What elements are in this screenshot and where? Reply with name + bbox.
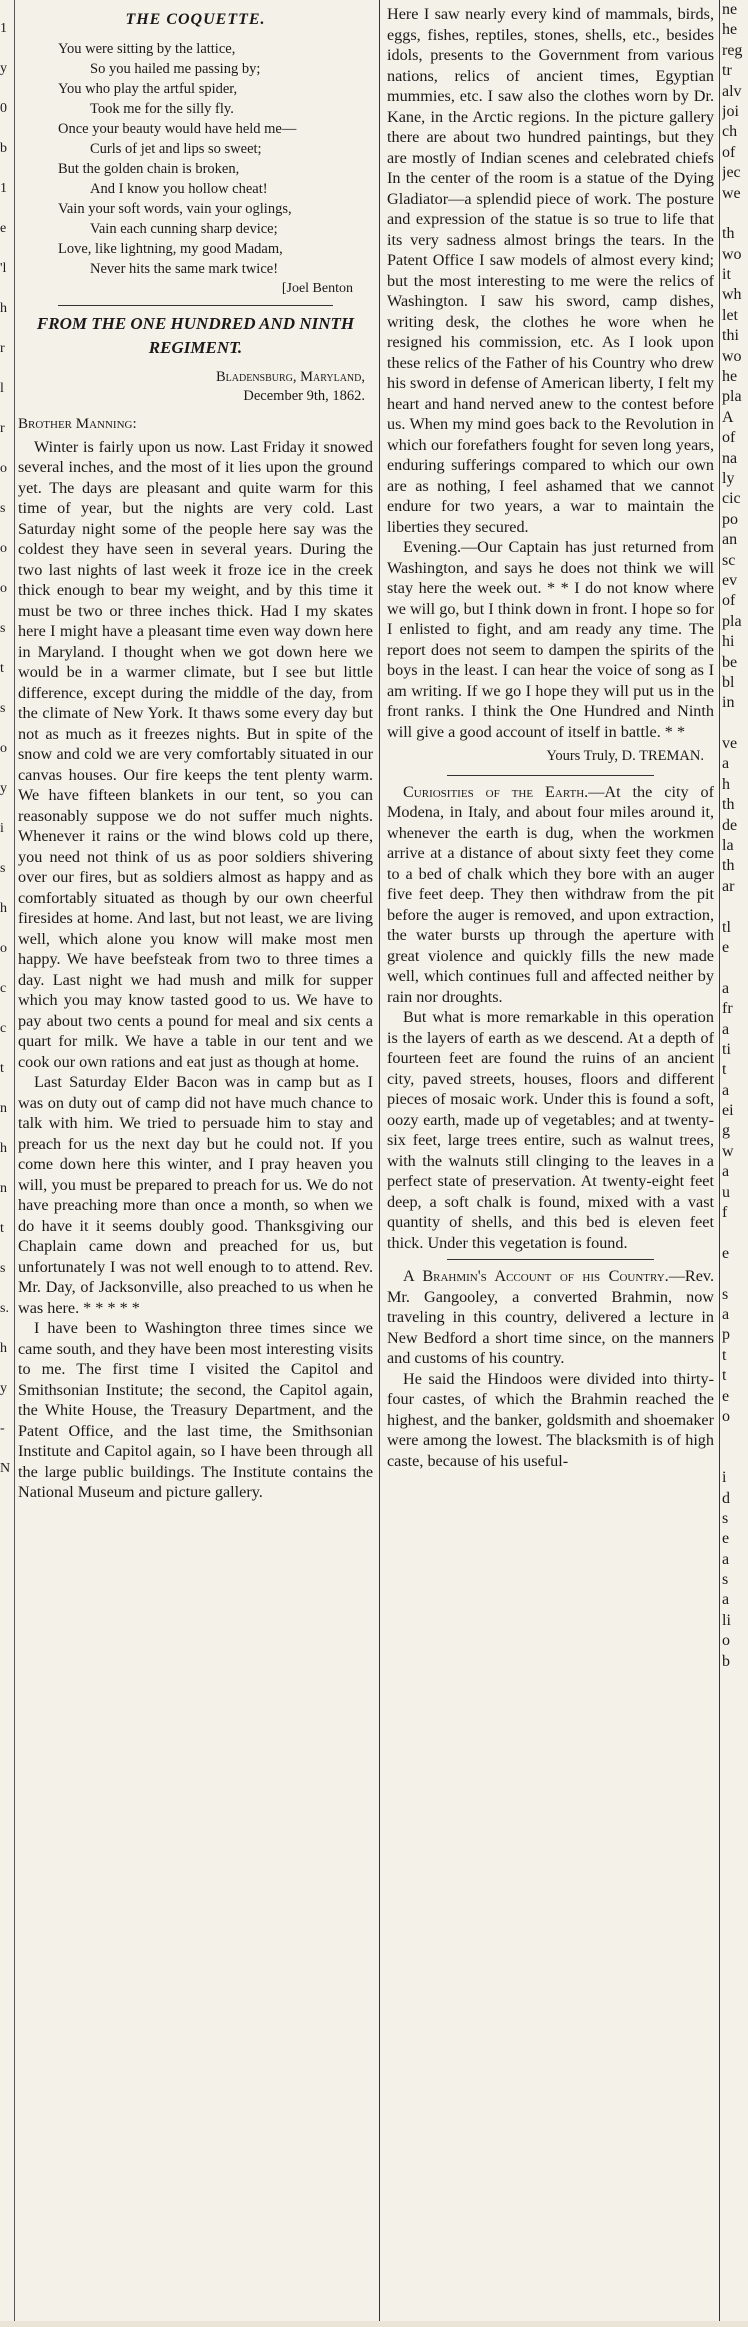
column-fragment-text: o [0, 941, 7, 956]
column-fragment-text: wh [722, 286, 742, 304]
column-fragment-text: s [722, 1285, 729, 1303]
poem-body [18, 39, 373, 279]
curiosities-lead: Curiosities of the Earth. [403, 782, 589, 801]
column-fragment-text: ve [722, 735, 738, 753]
column-fragment-text: fr [722, 1000, 733, 1018]
column-fragment-text: 1 [0, 21, 7, 36]
column-fragment-text: t [722, 1061, 727, 1079]
column-fragment-text: a [722, 1163, 730, 1181]
column-fragment-text: o [0, 541, 7, 556]
column-fragment-text: o [0, 461, 7, 476]
column-fragment-text: reg [722, 41, 743, 59]
column-fragment-text [722, 958, 748, 978]
column-fragment-text: i [0, 821, 4, 836]
column-fragment-text: a [722, 1591, 730, 1609]
letter-paragraph: Last Saturday Elder Bacon was in camp but as I was on duty out of camp did not have much chance to talk with him. We tried to persuade him to stay and preach for us the next day but he could not. If you come down here this winter, and I pray heaven you will, you must be prepared to preach for us. We do not have preaching more than once a month, so when we do have it it seems doubly good. Thanksgiving our Chaplain came down and preached for us, but unfortunately I was not well enough to to attend. Rev. Mr. Day, of Jacksonville, also preached to us when he was here. * * * * * [18, 1073, 373, 1317]
column-fragment-text: tl [722, 918, 731, 936]
curiosities-text: —At the city of Modena, in Italy, and about four miles around it, whenever the earth is dug, when the workmen arrive at a distance of about sixty feet they come to a bed of chalk which they bore with an auger five feet deep. They then withdraw from the pit before the auger is removed, and upon extraction, the water bursts up through the aperture with great violence and quickly fills the new made well, which continues full and affected neither by rain nor droughts. [387, 782, 714, 1006]
column-fragment-text: t [0, 661, 4, 676]
column-fragment-text: alv [722, 82, 742, 100]
column-fragment-text: h [722, 775, 730, 793]
column-fragment-text: he [722, 368, 738, 386]
dateline-date: December 9th, 1862. [243, 388, 365, 404]
column-fragment-text: joi [722, 102, 739, 120]
poem-line: Vain your soft words, vain your oglings, [58, 200, 292, 217]
column-fragment-text: c [0, 1021, 7, 1036]
column-fragment-text: s [0, 701, 6, 716]
column-fragment-text [722, 1264, 748, 1284]
column-fragment-text: A [722, 408, 734, 426]
column-fragment-text [722, 204, 748, 224]
column-fragment-text: b [722, 1652, 730, 1670]
column-fragment-text: c [0, 981, 7, 996]
column-fragment-text: 1 [0, 181, 7, 196]
column-fragment-text: s [0, 861, 6, 876]
poem-line: You were sitting by the lattice, [58, 40, 236, 57]
poem-line: So you hailed me passing by; [90, 60, 261, 77]
column-fragment-text: h [0, 1341, 7, 1356]
poem-author: [Joel Benton [281, 280, 353, 296]
column-fragment-text: of [722, 429, 736, 447]
column-fragment-text: N [0, 1461, 11, 1476]
column-fragment-text: o [0, 741, 7, 756]
column-fragment-text: thi [722, 327, 739, 345]
dateline-place: Bladensburg, Maryland, [215, 369, 365, 385]
column-fragment-text: of [722, 592, 736, 610]
column-fragment-text: y [0, 1381, 7, 1396]
column-fragment-text: e [722, 938, 730, 956]
column-fragment-text: n [0, 1181, 7, 1196]
column-fragment-text: jec [722, 164, 741, 182]
column-fragment-text: ly [722, 469, 735, 487]
poem-line: Took me for the silly fly. [90, 100, 234, 117]
column-fragment-text: ne [722, 1, 738, 18]
column-fragment-text: cic [722, 490, 741, 508]
column-fragment-text: th [722, 796, 735, 814]
column-fragment-text: tr [722, 62, 732, 80]
letter-paragraph: Winter is fairly upon us now. Last Friday it snowed several inches, and the most of it lies upon the ground yet. The days are pleasant and quite warm for this time of year, but the nights are very cold. Last Saturday night some of the people here say was the coldest they have seen in several years. During the two last nights of last week it froze ice in the creek thick enough to bear my weight, and by this time it must be two or three inches thick. Had I my skates here I might have a pleasant time even way down here in Maryland. I thought when we got down here we would be in a warmer climate, but I see but little difference, except during the middle of the day, from the climate of New York. It thaws some every day but not as much as it freezes nights. But in spite of the snow and cold we are very comfortably situated in our canvas houses. Our fire keeps the tent plenty warm. We have fifteen blankets in our tent, so you can reasonably suppose we do not suffer much nights. Whenever it rains or the wind blows cold up there, you need not think of us as poor soldiers shivering over our fires, but as soldiers almost as happy and as comfortably situated as though by our own cheerful firesides at home. And last, but not least, we are living well, which alone you know will make most men happy. We have beefsteak from two to three times a day. Last night we had mush and milk for supper which you may know tasted good to us. We have to pay about two cents a pound for meal and six cents a quart for milk. We have a table in our tent and we cook our own rations and eat just as though at home. [18, 437, 373, 1071]
column-fragment-text: d [722, 1489, 730, 1507]
column-fragment-text: o [0, 581, 7, 596]
poem-line: You who play the artful spider, [58, 80, 238, 97]
column-fragment-text: s. [0, 1301, 9, 1316]
column-fragment-text: we [722, 184, 741, 202]
column-fragment-text: y [0, 61, 7, 76]
letter-dateline [18, 368, 365, 406]
column-fragment-text: w [722, 1142, 734, 1160]
column-fragment-text: ch [722, 123, 738, 141]
column-fragment-text: po [722, 510, 738, 528]
column-fragment-text: in [722, 694, 735, 712]
poem-line: And I know you hollow cheat! [90, 180, 268, 197]
poem-title: THE COQUETTE. [125, 11, 266, 28]
column-fragment-text: 0 [0, 101, 7, 116]
section-divider [447, 775, 654, 776]
column-fragment-text: t [722, 1367, 727, 1385]
brahmin-lead: A Brahmin's Account of his Country. [403, 1267, 669, 1285]
column-fragment-text: a [722, 1306, 730, 1323]
column-fragment-text: be [722, 653, 738, 671]
column-fragment-text: u [722, 1183, 730, 1201]
column-fragment-text: ev [722, 571, 738, 589]
column-fragment-text: e [0, 221, 7, 236]
column-fragment-text: i [722, 1469, 727, 1487]
column-fragment-text: ti [722, 1040, 731, 1058]
column-fragment-text: - [0, 1421, 5, 1436]
section-divider [447, 1259, 654, 1260]
column-fragment-text: n [0, 1101, 7, 1116]
column-fragment-text: he [722, 21, 738, 39]
poem-line: Curls of jet and lips so sweet; [90, 140, 262, 157]
column-fragment-text: it [722, 266, 731, 284]
column-fragment-text [722, 714, 748, 734]
curiosities-paragraph: But what is more remarkable in this operation is the layers of earth as we descend. At a depth of fourteen feet are found the ruins of an ancient city, paved streets, houses, floors and different pieces of mosaic work. Under this is found a soft, oozy earth, made up of vegetables; and at twenty-six feet, large trees entire, such as walnut trees, with the walnuts still clinging to the leaves in a perfect state of preservation. At twenty-eight feet deep, a soft chalk is found, mixed with a vast quantity of shells, and this bed is eleven feet thick. Under this vegetation is found. [387, 1008, 714, 1252]
column-fragment-text: y [0, 781, 7, 796]
letter-salutation: Brother Manning: [18, 416, 137, 432]
column-fragment-text: pla [722, 612, 742, 630]
column-fragment-text: f [722, 1204, 728, 1222]
column-fragment-text: let [722, 306, 738, 324]
column-fragment-text: a [722, 1081, 730, 1099]
column-fragment-text: th [722, 225, 735, 243]
column-fragment-text: b [0, 141, 7, 156]
column-fragment-text: 'l [0, 261, 7, 276]
column-fragment-text [722, 897, 748, 917]
column-fragment-text: wo [722, 245, 742, 263]
column-fragment-text: p [722, 1326, 730, 1344]
column-fragment-text: e [722, 1387, 730, 1405]
poem-line: Once your beauty would have held me— [58, 120, 297, 137]
column-fragment-text: la [722, 837, 734, 855]
column-fragment-text: s [0, 621, 6, 636]
letter-title: FROM THE ONE HUNDRED AND NINTH REGIMENT. [36, 314, 355, 357]
column-fragment-text: s [722, 1509, 729, 1527]
column-fragment-text [722, 1223, 748, 1243]
column-fragment-text: hi [722, 633, 735, 651]
column-left [18, 4, 373, 2324]
letter-paragraph: Here I saw nearly every kind of mammals, birds, eggs, fishes, reptiles, stones, shells, etc., besides idols, presents to the Government from various nations, relics of ancient times, Egyptian mummies, etc. I saw also the clothes worn by Dr. Kane, in the Arctic regions. In the picture gallery there are about two hundred paintings, but they are mostly of Indian scenes and celebrated chiefs In the center of the room is a statue of the Dying Gladiator—a splendid piece of work. The posture and expression of the statue is so true to life that its very sadness almost brings the tears. In the Patent Office I saw models of almost every kind; but the most interesting to me were the relics of Washington. I saw his sword, camp dishes, writing desk, the clothes he wore when he resigned his commission, etc. As I look upon these relics of the Father of his Country who drew his sword in defense of American liberty, I felt my heart and hand nerved anew to the contest before us. When my mind goes back to the Revolution in which our forefathers fought for seven long years, enduring sufferings compared to which our own are as nothing, I feel ashamed that we cannot endure for two years, a war to maintain the liberties they secured. [387, 5, 714, 536]
column-fragment-text: ar [722, 877, 735, 895]
column-fragment-text: th [722, 857, 735, 875]
letter-signature: Yours Truly, D. TREMAN. [546, 748, 704, 764]
column-right [387, 4, 714, 2324]
column-fragment-text: t [722, 1346, 727, 1364]
column-fragment-text: r [0, 341, 5, 356]
brahmin-paragraph [387, 1266, 714, 1369]
column-fragment-text: na [722, 449, 738, 467]
column-rule [719, 0, 720, 2327]
column-fragment-text: l [0, 381, 4, 396]
column-fragment-text: e [722, 1530, 730, 1548]
page-edge [0, 2321, 748, 2327]
column-fragment-text: pla [722, 388, 742, 406]
column-fragment-text: li [722, 1611, 731, 1629]
column-fragment-text: e [722, 1244, 730, 1262]
column-fragment-text: h [0, 301, 7, 316]
column-fragment-text: s [0, 1261, 6, 1276]
letter-paragraph: I have been to Washington three times since we came south, and they have been most interesting visits to me. The first time I visited the Capitol and Smithsonian Institute; the second, the Capitol again, the White House, the Treasury Department, and the Patent Office, and the last time, the Smithsonian Institute and Capitol again, so I have been through all the large public buildings. The Institute contains the National Museum and picture gallery. [18, 1319, 373, 1501]
column-fragment-text [722, 1427, 748, 1447]
brahmin-text: —Rev. Mr. Gangooley, a converted Brahmin, now traveling in this country, delivered a lecture in New Bedford a short time since, on the manners and customs of his country. [387, 1267, 714, 1367]
column-fragment-text: s [722, 1571, 729, 1589]
column-fragment-text: a [722, 755, 730, 773]
column-fragment-text: t [0, 1221, 4, 1236]
column-fragment-text: bl [722, 673, 735, 691]
poem-line: Vain each cunning sharp device; [90, 220, 278, 237]
column-fragment-text: o [722, 1407, 730, 1425]
column-fragment-text: a [722, 1020, 730, 1038]
right-column-fragment [722, 0, 748, 2327]
column-fragment-text: s [0, 501, 6, 516]
curiosities-paragraph [387, 782, 714, 1008]
column-fragment-text: a [722, 1550, 730, 1568]
column-fragment-text: ei [722, 1102, 734, 1120]
column-fragment-text: t [0, 1061, 4, 1076]
column-fragment-text: h [0, 1141, 7, 1156]
letter-paragraph: Evening.—Our Captain has just returned from Washington, and says he does not think we will stay here the week out. * * I do not know where we will go, but I think down in front. I hope so for I enlisted to fight, and am ready any time. The report does not seem to dampen the spirits of the boys in the least. I can hear the voice of song as I am writing. If we go I hope they will put us in the front ranks. I think the One Hundred and Ninth will give a good account of itself in battle. * * [387, 538, 714, 741]
column-fragment-text: h [0, 901, 7, 916]
poem-line: Never hits the same mark twice! [90, 260, 279, 277]
poem-line: But the golden chain is broken, [58, 160, 240, 177]
poem-line: Love, like lightning, my good Madam, [58, 240, 283, 257]
column-fragment-text: wo [722, 347, 742, 365]
column-fragment-text [722, 1448, 748, 1468]
column-fragment-text: de [722, 816, 738, 834]
left-column-fragment [0, 0, 15, 2327]
section-divider [58, 305, 333, 306]
column-fragment-text: of [722, 143, 736, 161]
column-fragment-text: o [722, 1632, 730, 1650]
column-fragment-text: a [722, 979, 730, 997]
column-fragment-text: an [722, 531, 738, 549]
column-fragment-text: r [0, 421, 5, 436]
brahmin-paragraph: He said the Hindoos were divided into thirty-four castes, of which the Brahmin reached the highest, and the banker, goldsmith and shoemaker were among the lowest. The blacksmith is of high caste, because of his useful- [387, 1369, 714, 1470]
column-fragment-text: g [722, 1122, 730, 1140]
column-fragment-text: sc [722, 551, 736, 569]
column-rule [379, 0, 380, 2327]
